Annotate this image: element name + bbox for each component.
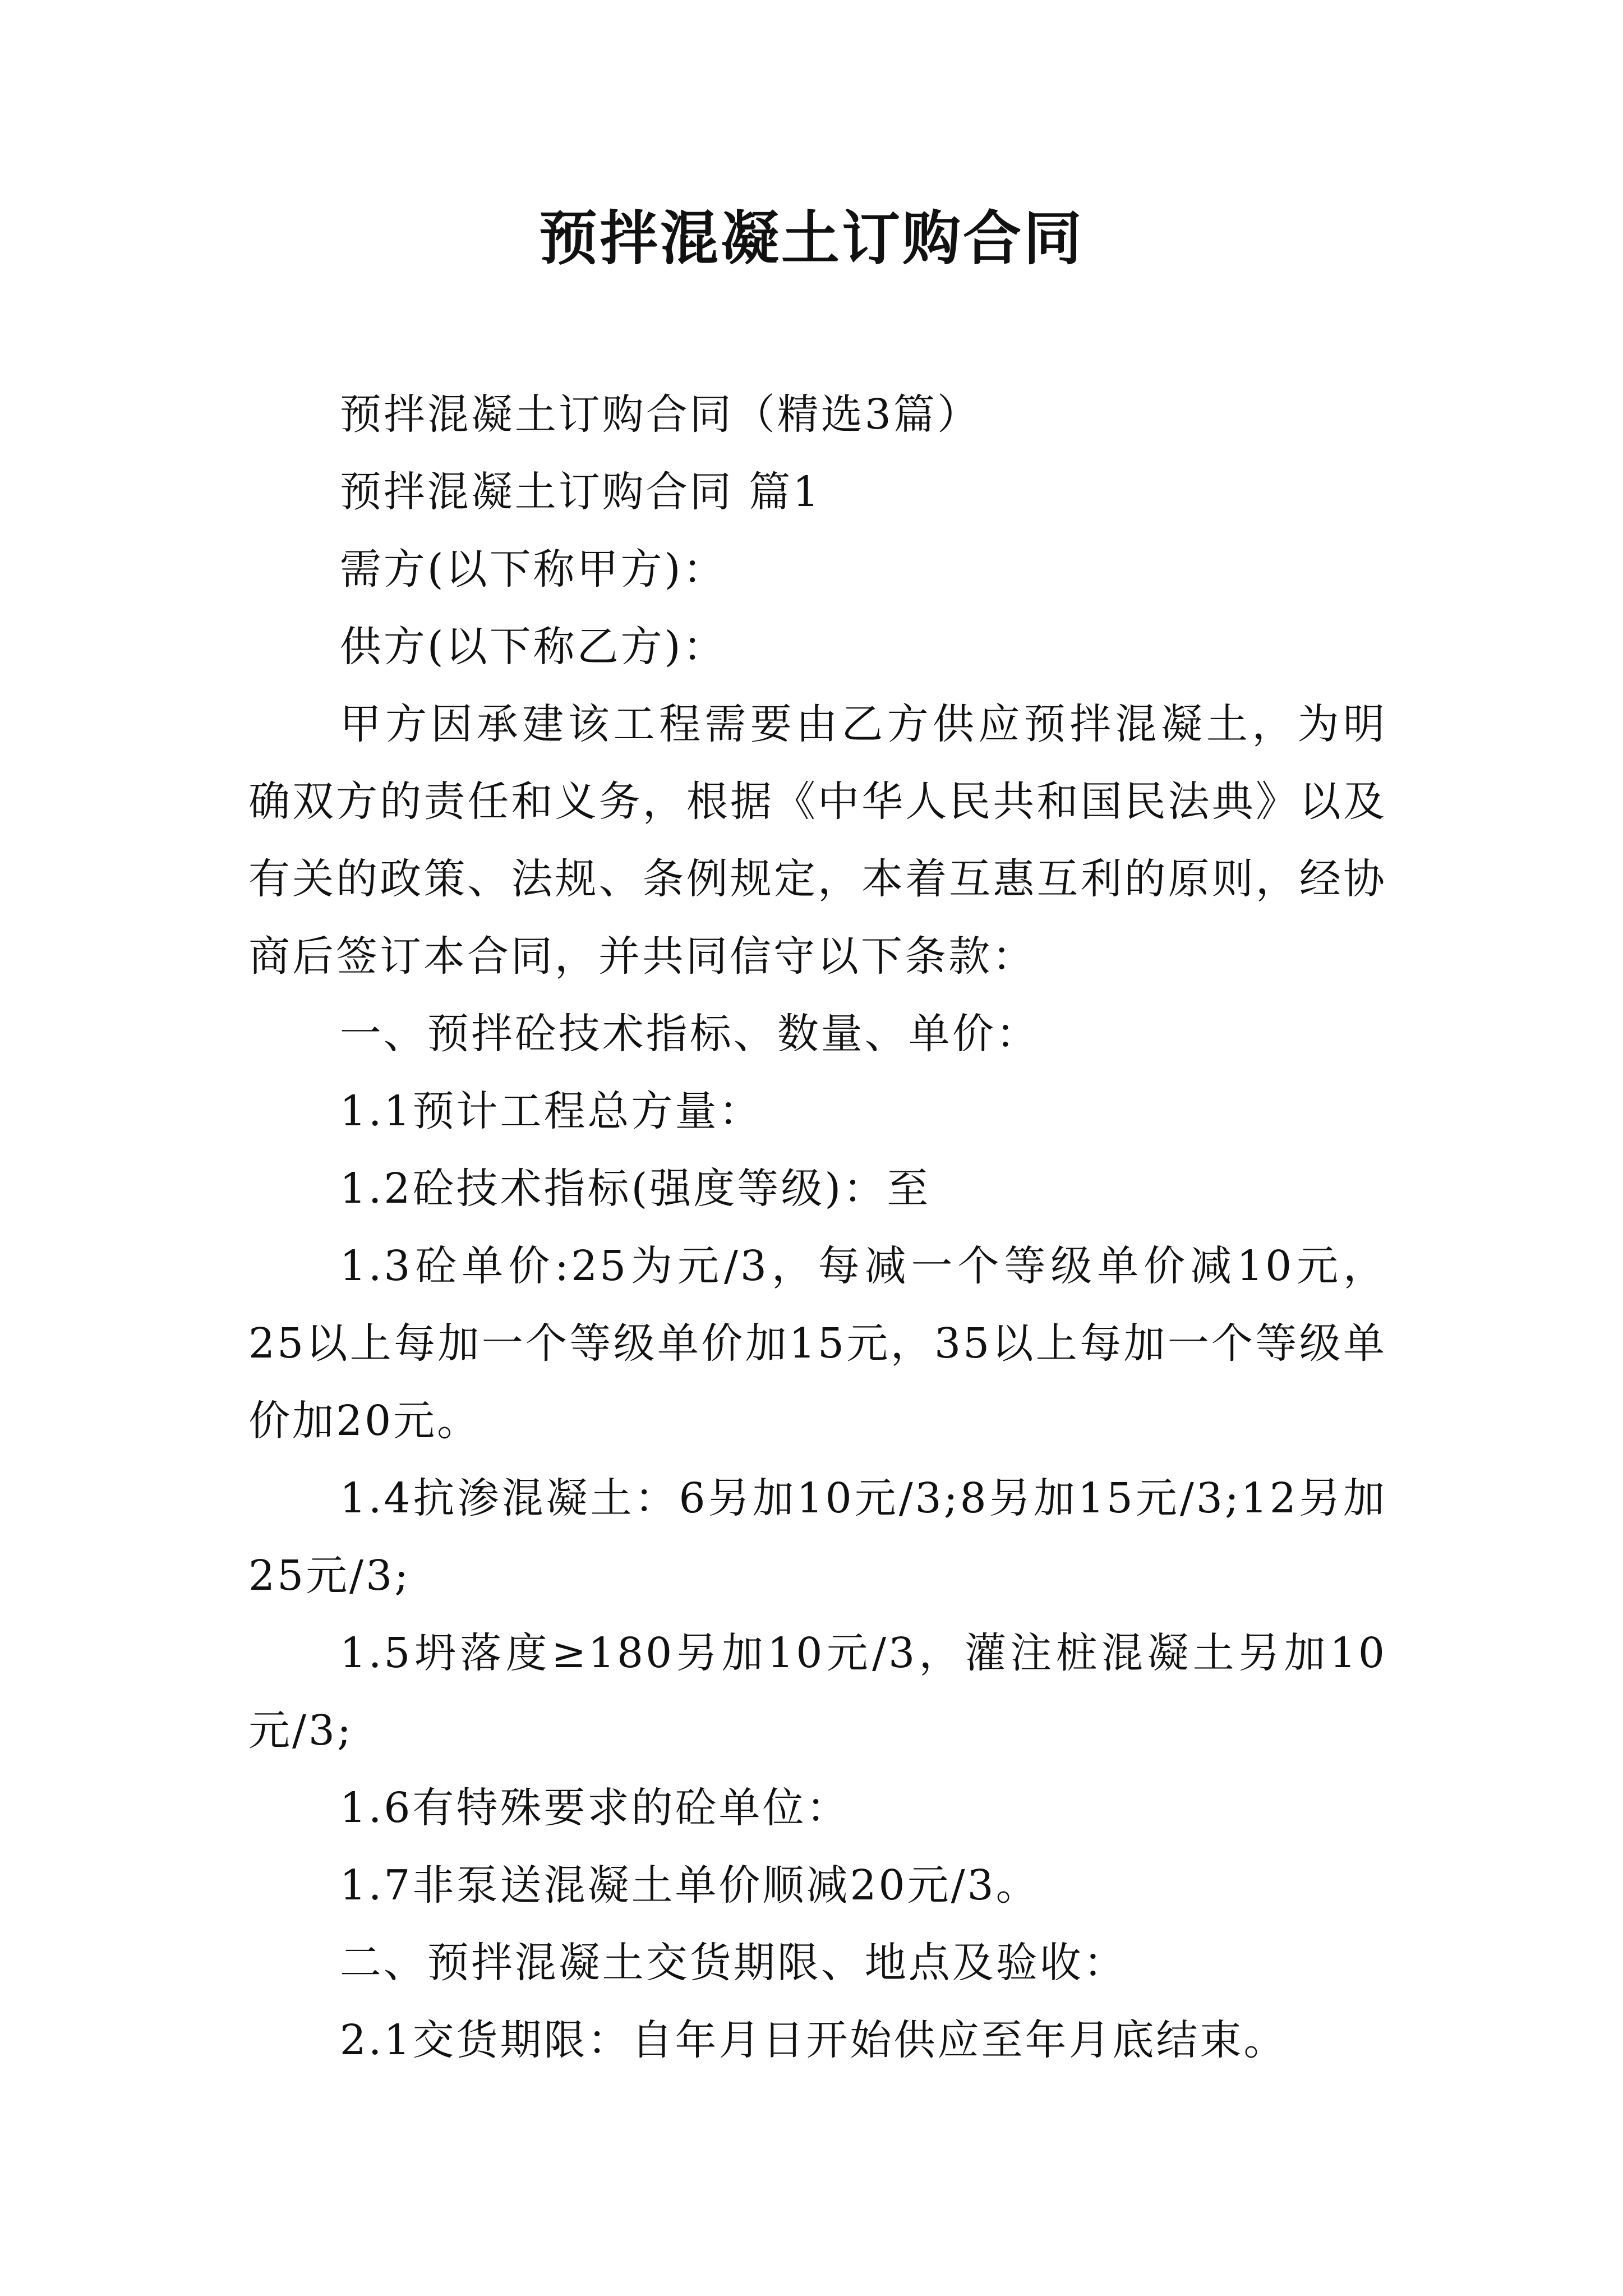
paragraph-clause-1-7: 1.7非泵送混凝土单价顺减20元/3。: [339, 1861, 1040, 1910]
paragraph-buyer: 需方(以下称甲方)：: [339, 545, 727, 593]
paragraph-clause-1-1: 1.1预计工程总方量：: [339, 1087, 763, 1135]
paragraph-preamble: 甲方因承建该工程需要由乙方供应预拌混凝土，为明确双方的责任和义务，根据《中华人民共和国民法典》以及有关的政策、法规、条例规定，本着互惠互利的原则，经协商后签订本合同，并共同信守以下条款：: [248, 700, 1387, 981]
paragraph-clause-1-3: 1.3砼单价:25为元/3，每减一个等级单价减10元，25以上每加一个等级单价加15元，35以上每加一个等级单价加20元。: [248, 1242, 1387, 1445]
paragraph-clause-1-2: 1.2砼技术指标(强度等级)：至: [339, 1165, 931, 1213]
paragraph-supplier: 供方(以下称乙方)：: [339, 623, 727, 671]
paragraph-subtitle: 预拌混凝土订购合同（精选3篇）: [339, 390, 981, 439]
paragraph-section-heading: 预拌混凝土订购合同 篇1: [339, 468, 822, 516]
paragraph-clause-1-5: 1.5坍落度≥180另加10元/3，灌注桩混凝土另加10元/3;: [248, 1629, 1387, 1755]
paragraph-clause-1-6: 1.6有特殊要求的砼单位：: [339, 1784, 850, 1832]
paragraph-clause-2-1: 2.1交货期限：自年月日开始供应至年月底结束。: [339, 2016, 1288, 2064]
paragraph-clause-2-heading: 二、预拌混凝土交货期限、地点及验收：: [339, 1939, 1127, 1987]
paragraph-clause-1-heading: 一、预拌砼技术指标、数量、单价：: [339, 1010, 1040, 1058]
paragraph-clause-1-4: 1.4抗渗混凝土：6另加10元/3;8另加15元/3;12另加25元/3;: [248, 1474, 1387, 1600]
document-body: [248, 376, 1387, 2079]
document-title: 预拌混凝土订购合同: [538, 204, 1084, 273]
